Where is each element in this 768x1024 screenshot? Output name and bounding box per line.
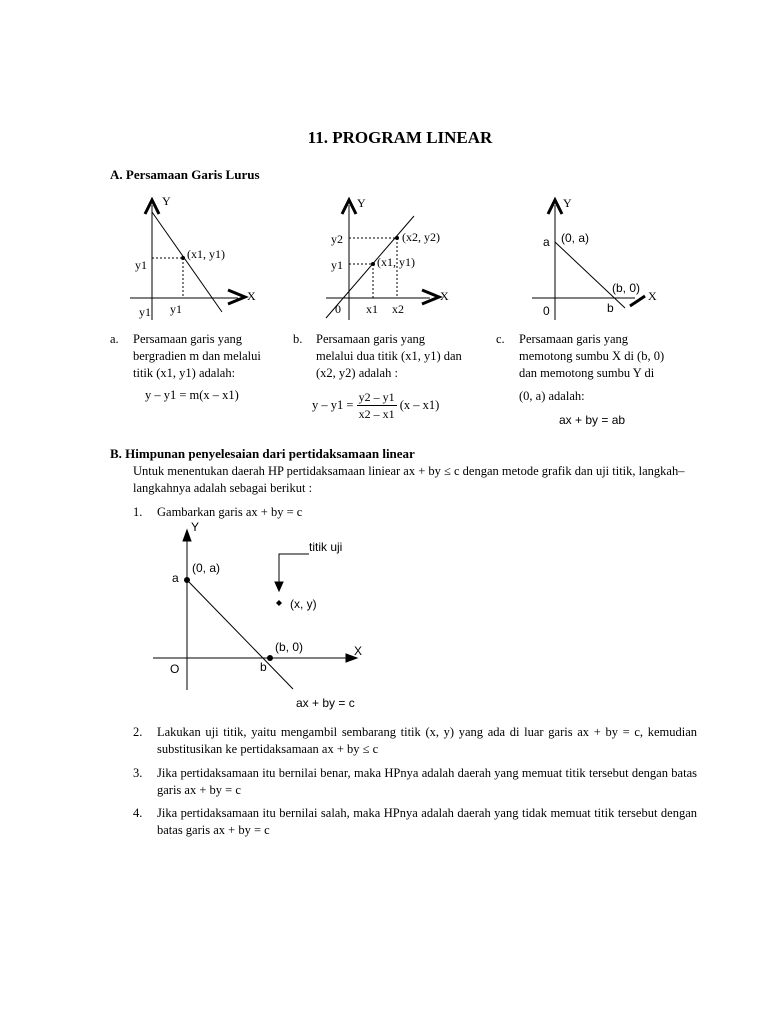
step-number: 1. (133, 505, 143, 519)
item-c-marker: c. (496, 332, 505, 346)
item-b-line: Persamaan garis yang (316, 332, 425, 346)
graph-b-point1 (371, 262, 375, 266)
graph-b-point2 (395, 236, 399, 240)
step-number: 2. (133, 725, 143, 739)
graph-hp-b-tick: b (260, 660, 267, 674)
graph-hp-point-b (267, 655, 273, 661)
item-b-line: melalui dua titik (x1, y1) dan (316, 349, 462, 363)
item-a-line: bergradien m dan melalui (133, 349, 261, 363)
graph-c-point-a-label: (0, a) (561, 231, 590, 245)
graph-a-y-label: Y (162, 194, 171, 208)
graph-a-line (152, 212, 222, 312)
graph-hp-point-a (184, 577, 190, 583)
graph-a-x-tick2: y1 (139, 305, 151, 319)
item-c-line: Persamaan garis yang (519, 332, 628, 346)
item-b-line: (x2, y2) adalah : (316, 366, 398, 380)
item-a (110, 331, 119, 348)
graph-a-x-label: X (247, 289, 256, 303)
graph-b-origin: 0 (335, 302, 341, 316)
step-number: 4. (133, 806, 143, 820)
item-a-marker: a. (110, 332, 119, 346)
graph-hp-a-tick: a (172, 571, 179, 585)
step-text: Lakukan uji titik, yaitu mengambil sembarang titik (x, y) yang ada di luar garis ax + by = c, kemudian substitusikan ke pertidaksamaan ax + by ≤ c (157, 725, 697, 756)
graph-c-a-tick: a (543, 235, 550, 249)
graph-a-x-tick: y1 (170, 302, 182, 316)
graph-b-point1-label: (x1, y1) (377, 255, 415, 269)
graph-hp-test-label: titik uji (309, 540, 343, 554)
item-c-text (519, 331, 664, 382)
graph-a-point (181, 256, 185, 260)
section-b-intro: Untuk menentukan daerah HP pertidaksamaan liniear ax + by ≤ c dengan metode grafik dan uji titik, langkah–langkahnya adalah sebagai berikut : (133, 464, 685, 495)
graph-b-x-label: X (440, 289, 449, 303)
graph-a-point-label: (x1, y1) (187, 247, 225, 261)
graph-c-origin: 0 (543, 304, 550, 318)
graph-a-x-arrow (228, 290, 245, 304)
graph-b-x-tick1: x1 (366, 302, 378, 316)
item-b-text (316, 331, 462, 382)
item-c-line: memotong sumbu X di (b, 0) (519, 349, 665, 363)
graph-a-y-tick: y1 (135, 258, 147, 272)
graph-hp-origin: O (170, 662, 180, 676)
graph-b-y-tick1: y1 (331, 258, 343, 272)
graph-b-x-arrow (422, 290, 439, 304)
item-a-line: Persamaan garis yang (133, 332, 242, 346)
item-c-line: dan memotong sumbu Y di (519, 366, 655, 380)
item-c-formula: ax + by = ab (559, 413, 626, 427)
section-b-heading: B. Himpunan penyelesaian dari pertidaksamaan linear (110, 446, 415, 461)
page-title: 11. PROGRAM LINEAR (307, 128, 493, 147)
graph-hp-y-arrow (183, 530, 191, 541)
graph-hp-point-a-label: (0, a) (192, 561, 221, 575)
item-b-marker: b. (293, 332, 303, 346)
step-text: Jika pertidaksamaan itu bernilai salah, maka HPnya adalah daerah yang tidak memuat titik tersebut dengan batas garis ax + by = c (157, 806, 697, 837)
item-b-formula-lhs: y – y1 = (312, 398, 354, 412)
item-a-text (133, 331, 261, 382)
step-text: Jika pertidaksamaan itu bernilai benar, maka HPnya adalah daerah yang memuat titik tersebut dengan batas garis ax + by = c (157, 766, 697, 797)
graph-hp-x-label: X (354, 644, 363, 658)
graph-hp-line-label: ax + by = c (296, 696, 355, 710)
item-b-formula (312, 389, 439, 422)
graph-c-y-label: Y (563, 196, 572, 210)
graph-c-point-b-label: (b, 0) (612, 281, 641, 295)
item-b-fraction-den: x2 – x1 (358, 407, 395, 421)
step-number: 3. (133, 766, 143, 780)
graph-c-x-label: X (648, 289, 657, 303)
graph-hp-test-point (276, 600, 282, 606)
item-c-line4: (0, a) adalah: (519, 389, 585, 403)
graph-b-y-label: Y (357, 196, 366, 210)
graph-hp-line (187, 580, 293, 689)
graph-b-y-tick2: y2 (331, 232, 343, 246)
item-a-formula: y – y1 = m(x – x1) (145, 388, 239, 402)
graph-hp-test-leader (279, 554, 309, 590)
graph-hp-test-point-label: (x, y) (290, 597, 317, 611)
graph-c-b-tick: b (607, 301, 614, 315)
item-b-fraction-num: y2 – y1 (358, 390, 395, 404)
graph-b-point2-label: (x2, y2) (402, 230, 440, 244)
item-b-formula-rhs: (x – x1) (399, 398, 440, 412)
item-c (496, 331, 505, 348)
item-b-fraction (357, 389, 397, 422)
section-a-heading: A. Persamaan Garis Lurus (110, 167, 260, 182)
item-a-line: titik (x1, y1) adalah: (133, 366, 236, 380)
graph-b-x-tick2: x2 (392, 302, 404, 316)
item-b (293, 331, 302, 348)
step-text: Gambarkan garis ax + by = c (157, 505, 303, 519)
graph-hp-test-arrow (275, 582, 283, 591)
graph-hp-point-b-label: (b, 0) (275, 640, 304, 654)
graph-hp-y-label: Y (191, 520, 200, 534)
